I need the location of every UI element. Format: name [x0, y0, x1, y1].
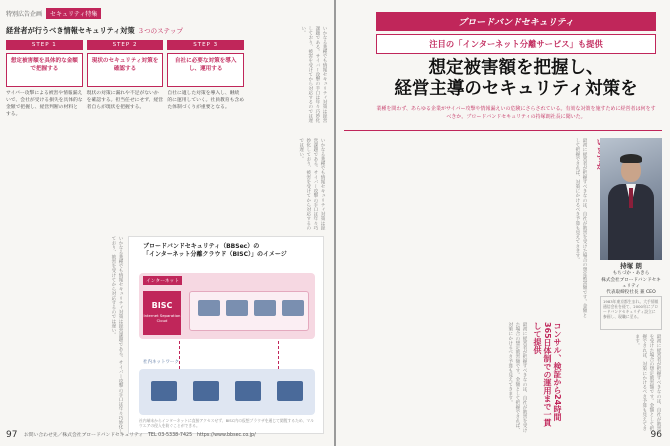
- step-title: 現状のセキュリティ対策を確認する: [87, 53, 164, 87]
- right-page: [336, 0, 670, 446]
- step-desc: 自社に適した対策を導入し、継続的に運用していく。社員教育も含めた体制づくりが重要となる。: [167, 91, 244, 110]
- body-text-column: 最初に経営者が把握すべきなのは、自社が被害を受けた場合の想定被害額です。金額として把握できれば、対策にかけるべき予算も見えてきます。: [574, 138, 587, 318]
- page-number-left: 97: [6, 430, 18, 440]
- pc-icon: [193, 381, 219, 401]
- step-title: 自社に必要な対策を導入し、運用する: [167, 53, 244, 87]
- header-subtitle: 注目の「インターネット分離サービス」も提供: [376, 34, 656, 54]
- bisc-label: BISC: [151, 301, 173, 310]
- internal-network-zone: [139, 369, 315, 415]
- person-name: 持塚 朗: [620, 262, 642, 270]
- photo-hair: [620, 154, 642, 163]
- body-text-column: いかなる業種でも情報セキュリティ対策は経営課題である。サイバー攻撃の手口は年々巧妙化しており、被害を受けてから対応するのでは遅い。: [110, 236, 123, 434]
- internet-label: インターネット: [143, 276, 182, 285]
- person-role: 代表取締役社長 兼 CEO: [606, 290, 656, 296]
- company-header: ブロードバンドセキュリティ: [376, 12, 656, 31]
- steps-title: [6, 26, 183, 36]
- step-1: [6, 40, 83, 119]
- section-badge: セキュリティ特集: [46, 8, 101, 19]
- body-text-column: 最初に経営者が把握すべきなのは、自社が被害を受けた場合の想定被害額です。金額として把握できれば、対策にかけるべき予算も見えてきます。: [507, 322, 527, 433]
- diagram-note: 社内端末からインターネットに直接アクセスせず、BISC内の仮想ブラウザを通じて閲覧するため、マルウエアの侵入を防ぐことができる。: [139, 418, 314, 428]
- contact-footer: お問い合わせ先／株式会社ブロードバンドセキュリティ TEL 03-5338-7425 https://www.bbsec.co.jp/: [24, 433, 256, 438]
- body-text-column: 最初に経営者が把握すべきなのは、自社が被害を受けた場合の想定被害額です。金額として把握できれば、対策にかけるべき予算も見えてきます。: [634, 334, 661, 431]
- lan-label: 社内ネットワーク: [143, 360, 179, 365]
- photo-tie: [629, 188, 633, 208]
- headline-line1: 想定被害額を把握し、: [428, 58, 604, 78]
- person-company: 株式会社ブロードバンドセキュリティ: [601, 277, 661, 289]
- bisc-diagram: [128, 236, 324, 434]
- steps-panel: [6, 40, 244, 119]
- pull-quote: コンサル、検証から24時間365日体制での運用まで一貫して提供: [533, 322, 562, 427]
- headline-line2: 経営主導のセキュリティ対策を: [394, 79, 638, 99]
- body-text-column: いかなる業種でも情報セキュリティ対策は経営課題である。サイバー攻撃の手口は年々巧妙化しており、被害を受けてから対応するのでは遅い。: [298, 138, 325, 230]
- divider: [344, 130, 662, 131]
- steps-subtitle: ３つのステップ: [137, 27, 184, 35]
- body-text-column: いかなる業種でも情報セキュリティ対策は経営課題である。サイバー攻撃の手口は年々巧妙化しており、被害を受けてから対応するのでは遅い。: [300, 26, 327, 123]
- ceo-photo: [600, 138, 662, 260]
- step-label: STEP 3: [167, 40, 244, 50]
- virtual-browser-icon: [282, 300, 304, 316]
- step-2: [87, 40, 164, 119]
- bisc-logo: [143, 291, 181, 335]
- pc-icon: [277, 381, 303, 401]
- steps-title-text: 経営者が行うべき情報セキュリティ対策: [6, 26, 135, 35]
- step-desc: サイバー攻撃による被害や情報漏えいで、会社が受ける損失を具体的な金額で把握し、経営判断の材料とする。: [6, 91, 83, 117]
- diagram-title: [129, 237, 323, 259]
- photo-caption: [600, 262, 662, 297]
- step-3: [167, 40, 244, 119]
- diagram-title-line2: 「インターネット分離クラウド（BISC）」のイメージ: [143, 250, 287, 258]
- diagram-title-line1: ブロードバンドセキュリティ（BBSec）の: [143, 243, 260, 250]
- page-number-right: 96: [650, 430, 662, 440]
- step-desc: 現状の対策に漏れや不足がないかを確認する。担当任せにせず、経営者自らが現状を把握する。: [86, 91, 164, 110]
- left-page: [0, 0, 334, 446]
- bisc-sub: Internet Separation Cloud: [143, 313, 181, 323]
- connection-lines: [179, 341, 279, 369]
- virtual-browser-icon: [198, 300, 220, 316]
- step-label: STEP 1: [6, 40, 83, 50]
- virtual-browser-icon: [226, 300, 248, 316]
- person-bio: 1983年東京都生まれ。大手情報通信会社を経て、2000年にブロードバンドセキュリティ設立に参画し、現職に至る。: [600, 296, 662, 330]
- pc-icon: [235, 381, 261, 401]
- step-title: 想定被害額を具体的な金額で把握する: [6, 53, 83, 87]
- top-tag: [6, 8, 101, 19]
- pc-icon: [151, 381, 177, 401]
- top-tag-label: 特別広告企画: [6, 11, 43, 18]
- lead-text: 業種を問わず、あらゆる企業がサイバー攻撃や情報漏えいの危険にさらされている。有効な対策を施すために経営者は何をすべきか。ブロードバンドセキュリティの持塚朗社長に聞いた。: [376, 106, 656, 120]
- person-reading: もちづか・あきら: [612, 271, 650, 277]
- virtual-browser-area: [189, 291, 309, 331]
- headline: [376, 58, 656, 100]
- virtual-browser-icon: [254, 300, 276, 316]
- step-label: STEP 2: [87, 40, 164, 50]
